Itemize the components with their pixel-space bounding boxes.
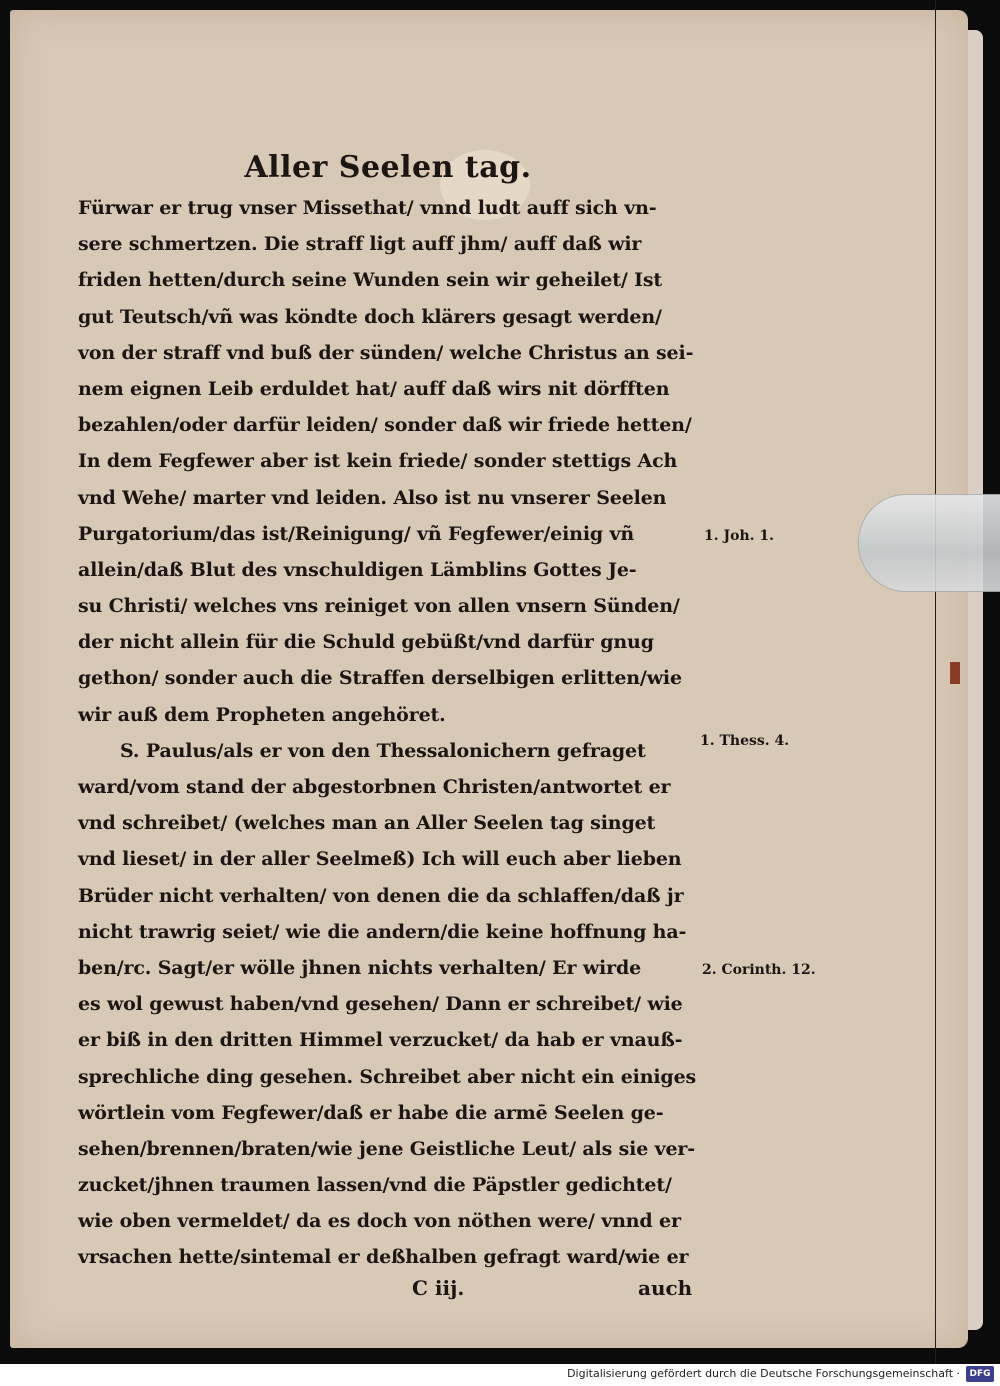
page-clip <box>858 494 1000 592</box>
text-line: bezahlen/oder darfür leiden/ sonder daß wir friede hetten/ <box>78 414 692 437</box>
digitization-footer <box>0 1364 1000 1386</box>
text-line: Purgatorium/das ist/Reinigung/ vñ Fegfewer/einig vñ <box>78 522 635 545</box>
text-line: zucket/jhnen traumen lassen/vnd die Päpstler gedichtet/ <box>78 1174 672 1197</box>
page-footer-row <box>78 1276 698 1312</box>
text-line: nem eignen Leib erduldet hat/ auff daß wirs nit dörfften <box>78 377 670 400</box>
page-text-block <box>78 150 698 1312</box>
text-line: ward/vom stand der abgestorbnen Christen/antwortet er <box>78 776 671 798</box>
text-line: gethon/ sonder auch die Straffen derselbigen erlitten/wie <box>78 667 682 690</box>
text-line: ben/rc. Sagt/er wölle jhnen nichts verhalten/ Er wirde <box>78 956 642 979</box>
text-line: In dem Fegfewer aber ist kein friede/ sonder stettigs Ach <box>78 450 678 473</box>
text-line: wie oben vermeldet/ da es doch von nöthen were/ vnnd er <box>78 1210 681 1233</box>
signature-mark: C iij. <box>412 1275 465 1300</box>
dfg-logo: DFG <box>966 1366 994 1382</box>
text-line: nicht trawrig seiet/ wie die andern/die keine hoffnung ha- <box>78 920 687 943</box>
text-line: Fürwar er trug vnser Missethat/ vnnd ludt auff sich vn- <box>78 197 657 219</box>
funding-credit: Digitalisierung gefördert durch die Deutsche Forschungsgemeinschaft · <box>567 1367 960 1380</box>
text-line: es wol gewust haben/vnd gesehen/ Dann er schreibet/ wie <box>78 993 683 1016</box>
text-line: S. Paulus/als er von den Thessalonichern gefraget <box>120 739 646 762</box>
text-line: gut Teutsch/vñ was köndte doch klärers gesagt werden/ <box>78 305 662 328</box>
running-head: Aller Seelen tag. <box>244 150 532 185</box>
text-line: sprechliche ding gesehen. Schreibet aber nicht ein einiges <box>78 1065 697 1088</box>
text-line: wörtlein vom Fegfewer/daß er habe die armē Seelen ge- <box>78 1101 664 1124</box>
margin-note-joh: 1. Joh. 1. <box>704 528 774 544</box>
text-line: Brüder nicht verhalten/ von denen die da schlaffen/daß jr <box>78 884 684 907</box>
text-line: der nicht allein für die Schuld gebüßt/vnd darfür gnug <box>78 631 654 654</box>
clip-marker <box>950 662 960 684</box>
text-line: vnd Wehe/ marter vnd leiden. Also ist nu vnserer Seelen <box>78 486 667 509</box>
text-line: er biß in den dritten Himmel verzucket/ da hab er vnauß- <box>78 1029 683 1052</box>
text-line: friden hetten/durch seine Wunden sein wir geheilet/ Ist <box>78 269 662 292</box>
margin-note-corinth: 2. Corinth. 12. <box>702 962 816 978</box>
margin-note-thess: 1. Thess. 4. <box>700 733 790 749</box>
scan-divider <box>935 0 936 1364</box>
text-line: allein/daß Blut des vnschuldigen Lämblins Gottes Je- <box>78 558 637 581</box>
text-line: su Christi/ welches vns reiniget von allen vnsern Sünden/ <box>78 595 680 618</box>
text-line: sere schmertzen. Die straff ligt auff jhm/ auff daß wir <box>78 233 642 256</box>
text-line: wir auß dem Propheten angehöret. <box>78 703 446 726</box>
text-lines <box>78 190 698 1276</box>
text-line: von der straff vnd buß der sünden/ welche Christus an sei- <box>78 341 694 364</box>
text-line: sehen/brennen/braten/wie jene Geistliche Leut/ als sie ver- <box>78 1137 696 1160</box>
text-line: vnd schreibet/ (welches man an Aller Seelen tag singet <box>78 812 656 835</box>
text-line: vnd lieset/ in der aller Seelmeß) Ich will euch aber lieben <box>78 848 682 871</box>
text-line: vrsachen hette/sintemal er deßhalben gefragt ward/wie er <box>78 1246 689 1269</box>
catchword: auch <box>638 1275 693 1300</box>
